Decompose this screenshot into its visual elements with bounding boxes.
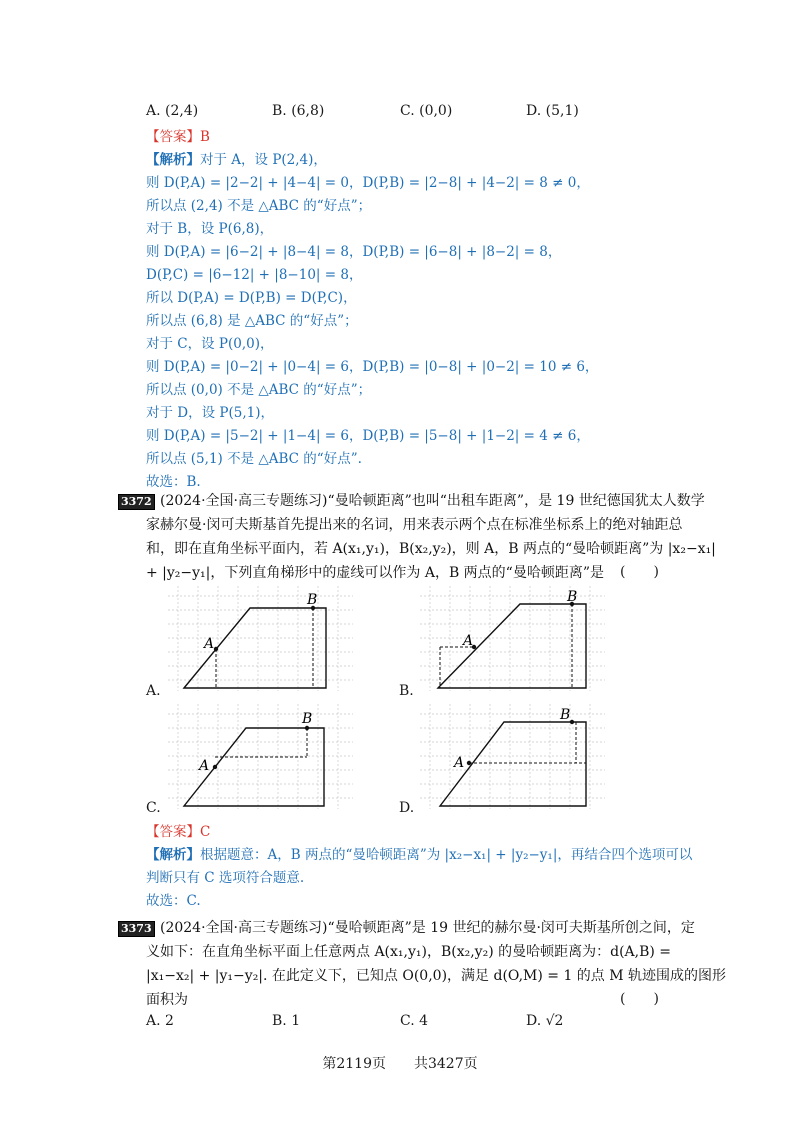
analysis-line: 【解析】对于 A，设 P(2,4)， <box>146 152 327 168</box>
figure-label-a: A. <box>146 683 161 699</box>
question-text-line: 和，即在直角坐标平面内，若 A(x₁,y₁)，B(x₂,y₂)，则 A，B 两点的“曼哈顿距离”为 |x₂−x₁| <box>146 541 716 557</box>
answer-value: C <box>200 824 211 840</box>
answer-tag: 【答案】 <box>146 824 200 840</box>
answer-paren: ( ) <box>620 991 659 1007</box>
option-b: B. 1 <box>272 1013 301 1029</box>
option-c: C. 4 <box>400 1013 429 1029</box>
figure-label-b: B. <box>399 683 414 699</box>
option-d: D. √2 <box>526 1013 564 1029</box>
analysis-tag: 【解析】 <box>146 152 200 168</box>
analysis-line: 对于 B，设 P(6,8)， <box>146 221 274 237</box>
point-a-label: A <box>204 636 215 652</box>
analysis-line: 所以点 (0,0) 不是 △ABC 的“好点”； <box>146 382 372 398</box>
answer-line <box>146 822 210 842</box>
point-b-label: B <box>302 711 313 727</box>
point-b-label: B <box>560 707 571 723</box>
question-text-line: 义如下：在直角坐标平面上任意两点 A(x₁,y₁)，B(x₂,y₂) 的曼哈顿距离为：d(A,B) = <box>146 944 672 960</box>
analysis-line: 所以 D(P,A) = D(P,B) = D(P,C)， <box>146 290 357 306</box>
point-b-label: B <box>307 592 318 608</box>
analysis-line: 所以点 (5,1) 不是 △ABC 的“好点”. <box>146 451 362 467</box>
analysis-tag: 【解析】 <box>146 847 200 863</box>
question-text-line: (2024·全国·高三专题练习)“曼哈顿距离”是 19 世纪的赫尔曼·闵可夫斯基所创之间，定 <box>160 920 695 936</box>
analysis-line: 判断只有 C 选项符合题意. <box>146 870 305 886</box>
analysis-line: 故选：C. <box>146 893 201 909</box>
analysis-line: 所以点 (2,4) 不是 △ABC 的“好点”； <box>146 198 372 214</box>
figure-b <box>420 586 610 696</box>
answer-tag: 【答案】 <box>146 129 200 145</box>
option-c: C. (0,0) <box>400 103 453 119</box>
analysis-line: D(P,C) = |6−12| + |8−10| = 8， <box>146 267 363 283</box>
point-a-label: A <box>463 633 474 649</box>
figure-d <box>420 704 610 814</box>
analysis-line: 则 D(P,A) = |0−2| + |0−4| = 6，D(P,B) = |0−8| + |0−2| = 10 ≠ 6， <box>146 359 599 375</box>
option-a: A. 2 <box>146 1013 174 1029</box>
option-b: B. (6,8) <box>272 103 325 119</box>
analysis-line: 对于 D，设 P(5,1)， <box>146 405 274 421</box>
point-b-label: B <box>567 589 578 605</box>
analysis-line: 则 D(P,A) = |5−2| + |1−4| = 6，D(P,B) = |5−8| + |1−2| = 4 ≠ 6， <box>146 428 590 444</box>
question-text-line: 家赫尔曼·闵可夫斯基首先提出来的名词，用来表示两个点在标准坐标系上的绝对轴距总 <box>146 517 683 533</box>
figure-label-c: C. <box>146 800 161 816</box>
point-a-label: A <box>454 755 465 771</box>
answer-line <box>146 127 210 147</box>
analysis-line: 对于 C，设 P(0,0)， <box>146 336 274 352</box>
question-text-line: + |y₂−y₁|，下列直角梯形中的虚线可以作为 A，B 两点的“曼哈顿距离”是 <box>146 565 604 581</box>
question-text-line: (2024·全国·高三专题练习)“曼哈顿距离”也叫“出租车距离”，是 19 世纪德国犹太人数学 <box>160 493 705 509</box>
analysis-line: 故选：B. <box>146 474 201 490</box>
figure-label-d: D. <box>399 800 415 816</box>
analysis-line: 所以点 (6,8) 是 △ABC 的“好点”； <box>146 313 358 329</box>
page-number: 第2119页 共3427页 <box>322 1056 478 1072</box>
analysis-line: 则 D(P,A) = |6−2| + |8−4| = 8，D(P,B) = |6−8| + |8−2| = 8， <box>146 244 562 260</box>
analysis-line: 【解析】根据题意：A，B 两点的“曼哈顿距离”为 |x₂−x₁| + |y₂−y₁|，再结合四个选项可以 <box>146 847 693 863</box>
point-a-label: A <box>199 758 210 774</box>
question-number: 3372 <box>118 494 155 510</box>
option-d: D. (5,1) <box>526 103 579 119</box>
question-text-line: 面积为 <box>146 992 188 1008</box>
option-a: A. (2,4) <box>146 103 199 119</box>
answer-paren: ( ) <box>620 564 659 580</box>
figure-c <box>168 704 358 814</box>
figure-a <box>168 586 358 696</box>
question-text-line: |x₁−x₂| + |y₁−y₂|. 在此定义下，已知点 O(0,0)，满足 d(O,M) = 1 的点 M 轨迹围成的图形 <box>146 968 727 984</box>
answer-value: B <box>200 129 210 145</box>
analysis-line: 则 D(P,A) = |2−2| + |4−4| = 0，D(P,B) = |2−8| + |4−2| = 8 ≠ 0， <box>146 175 590 191</box>
question-number: 3373 <box>118 921 155 937</box>
